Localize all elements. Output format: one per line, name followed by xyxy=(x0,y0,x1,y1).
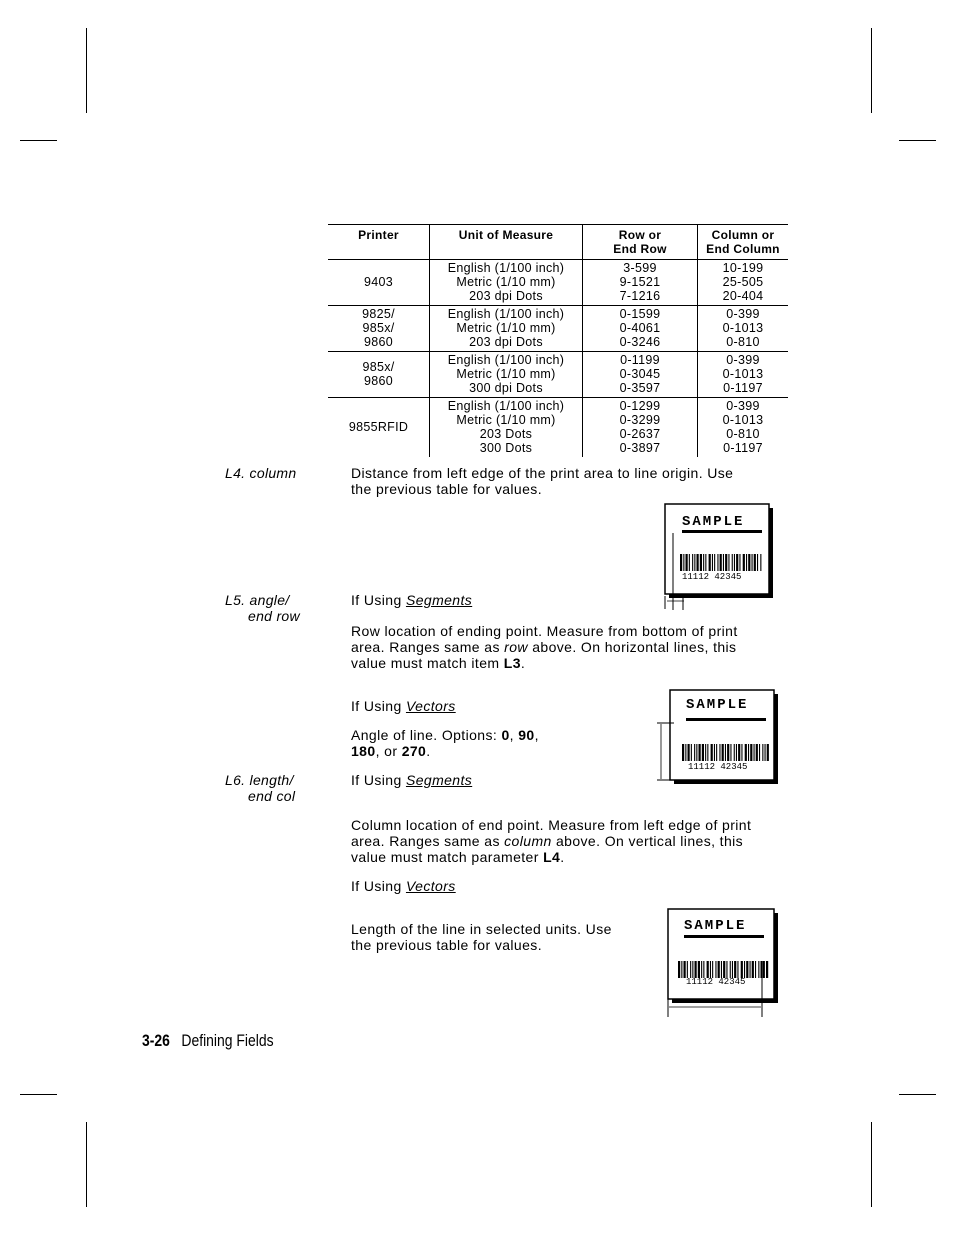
barcode-bar xyxy=(722,744,724,761)
l5-if-using-segments: If Using Segments xyxy=(351,592,473,608)
barcode-bar xyxy=(681,961,682,978)
barcode-bar xyxy=(687,961,688,978)
title-underline xyxy=(686,718,766,721)
sample-title: SAMPLE xyxy=(682,514,745,530)
barcode-bar xyxy=(727,744,729,761)
crop-mark xyxy=(871,1122,872,1207)
barcode-bar xyxy=(721,961,722,978)
barcode-bar xyxy=(761,961,762,978)
barcode-bar xyxy=(736,744,737,761)
l5-angle-options: Angle of line. Options: 0, 90, 180, or 270. xyxy=(351,727,539,759)
barcode-bar xyxy=(759,744,760,761)
barcode-bar xyxy=(697,554,699,571)
barcode-bar xyxy=(741,961,743,978)
sample-title: SAMPLE xyxy=(686,697,749,713)
cell-cols: 0-399 0-1013 0-1197 xyxy=(698,352,789,398)
barcode-bar xyxy=(714,554,715,571)
table-row xyxy=(328,398,788,458)
barcode-bar xyxy=(752,554,753,571)
barcode-bar xyxy=(744,961,745,978)
header-column-end-column: Column or End Column xyxy=(698,225,789,260)
barcode-bar xyxy=(732,961,733,978)
barcode-bar xyxy=(685,744,686,761)
barcode-bar xyxy=(683,554,684,571)
header-printer: Printer xyxy=(328,225,430,260)
barcode-bar xyxy=(692,961,693,978)
barcode-bar xyxy=(762,744,763,761)
barcode-bar xyxy=(718,961,720,978)
cell-cols: 10-199 25-505 20-404 xyxy=(698,260,789,306)
barcode-bar xyxy=(711,744,713,761)
barcode-bar xyxy=(766,961,768,978)
barcode-bar xyxy=(737,961,738,978)
cell-units: English (1/100 inch) Metric (1/10 mm) 203 Dots 300 Dots xyxy=(430,398,583,458)
barcode-bar xyxy=(750,744,752,761)
barcode-bar xyxy=(716,744,717,761)
barcode-bar xyxy=(691,744,692,761)
crop-mark xyxy=(86,28,87,113)
barcode-bar xyxy=(767,744,769,761)
barcode-bar xyxy=(725,554,727,571)
barcode-bar xyxy=(699,744,701,761)
barcode-bar xyxy=(719,744,720,761)
barcode xyxy=(682,744,769,761)
l5-segments-description: Row location of ending point. Measure from bottom of print area. Ranges same as row above. On horizontal lines, this value must match item L3. xyxy=(351,623,738,671)
cell-rows: 0-1599 0-4061 0-3246 xyxy=(583,306,698,352)
l4-label: L4. column xyxy=(225,465,297,481)
cell-rows: 0-1299 0-3299 0-2637 0-3897 xyxy=(583,398,698,458)
cell-rows: 3-599 9-1521 7-1216 xyxy=(583,260,698,306)
barcode-bar xyxy=(678,961,680,978)
cell-rows: 0-1199 0-3045 0-3597 xyxy=(583,352,698,398)
barcode-bar xyxy=(725,744,726,761)
barcode-bar xyxy=(734,744,735,761)
barcode-bar xyxy=(698,961,700,978)
l5-if-using-vectors: If Using Vectors xyxy=(351,698,456,714)
barcode-bar xyxy=(694,744,695,761)
barcode-bar xyxy=(754,744,755,761)
l6-length-description: Length of the line in selected units. Use the previous table for values. xyxy=(351,921,612,953)
barcode-bar xyxy=(695,961,697,978)
barcode-bar xyxy=(734,961,736,978)
barcode-bar xyxy=(684,961,686,978)
barcode-bar xyxy=(703,554,704,571)
barcode-bar xyxy=(688,744,690,761)
barcode-bar xyxy=(734,554,735,571)
crop-mark xyxy=(899,1094,936,1095)
barcode-bar xyxy=(748,554,750,571)
sample-label-length-illustration xyxy=(666,907,780,1019)
barcode-bar xyxy=(710,961,711,978)
barcode-bar xyxy=(703,961,704,978)
barcode-bar xyxy=(739,554,740,571)
barcode-bar xyxy=(741,744,742,761)
l6-segments-description: Column location of end point. Measure from left edge of print area. Ranges same as column above. On vertical lines, this value must match parameter L4. xyxy=(351,817,752,865)
l6-if-using-vectors: If Using Vectors xyxy=(351,878,456,894)
barcode-bar xyxy=(690,961,691,978)
header-row-end-row: Row or End Row xyxy=(583,225,698,260)
barcode-bar xyxy=(730,961,731,978)
barcode-bar xyxy=(686,554,688,571)
cell-printer: 9825/ 985x/ 9860 xyxy=(328,306,430,352)
crop-mark xyxy=(871,28,872,113)
barcode-bar xyxy=(757,554,758,571)
table-row xyxy=(328,260,788,306)
barcode-bar xyxy=(705,554,706,571)
table-row xyxy=(328,352,788,398)
barcode-bar xyxy=(732,554,733,571)
barcode-bar xyxy=(689,554,690,571)
barcode-bar xyxy=(748,744,749,761)
table-header-row xyxy=(328,225,788,260)
barcode-bar xyxy=(726,961,727,978)
barcode-bar xyxy=(682,744,684,761)
header-unit-of-measure: Unit of Measure xyxy=(430,225,583,260)
barcode-bar xyxy=(714,744,715,761)
barcode-bar xyxy=(707,961,709,978)
barcode-bar xyxy=(692,554,693,571)
barcode-bar xyxy=(755,961,756,978)
barcode-bar xyxy=(743,554,745,571)
barcode-bar xyxy=(736,554,738,571)
barcode-bar xyxy=(745,744,747,761)
barcode-bar xyxy=(712,961,713,978)
cell-units: English (1/100 inch) Metric (1/10 mm) 300 dpi Dots xyxy=(430,352,583,398)
cell-units: English (1/100 inch) Metric (1/10 mm) 203 dpi Dots xyxy=(430,306,583,352)
crop-mark xyxy=(899,140,936,141)
barcode-bar xyxy=(760,554,761,571)
barcode-digits: 11112 42345 xyxy=(682,572,742,582)
crop-mark xyxy=(20,1094,57,1095)
barcode-bar xyxy=(705,744,706,761)
barcode-bar xyxy=(702,744,704,761)
barcode-bar xyxy=(746,961,748,978)
barcode-bar xyxy=(746,554,747,571)
barcode-bar xyxy=(738,744,740,761)
cell-units: English (1/100 inch) Metric (1/10 mm) 203 dpi Dots xyxy=(430,260,583,306)
barcode-bar xyxy=(750,961,751,978)
barcode-bar xyxy=(701,961,702,978)
barcode-bar xyxy=(758,961,759,978)
barcode-bar xyxy=(763,961,765,978)
crop-mark xyxy=(86,1122,87,1207)
barcode-bar xyxy=(700,554,702,571)
l6-if-using-segments: If Using Segments xyxy=(351,772,473,788)
range-table xyxy=(328,224,788,457)
l5-label: L5. angle/ end row xyxy=(225,592,300,624)
table-row xyxy=(328,306,788,352)
l4-description: Distance from left edge of the print area to line origin. Use the previous table for values. xyxy=(351,465,734,497)
chapter-title: Defining Fields xyxy=(181,1031,274,1050)
barcode-bar xyxy=(712,554,713,571)
cell-printer: 9403 xyxy=(328,260,430,306)
barcode-bar xyxy=(696,744,697,761)
barcode-bar xyxy=(756,744,758,761)
sample-label-column-illustration xyxy=(664,503,776,613)
barcode-bar xyxy=(709,554,711,571)
barcode-bar xyxy=(717,554,718,571)
barcode-digits: 11112 42345 xyxy=(688,762,748,772)
cell-cols: 0-399 0-1013 0-810 0-1197 xyxy=(698,398,789,458)
page-footer xyxy=(142,1031,274,1051)
barcode-bar xyxy=(694,554,695,571)
barcode-bar xyxy=(754,554,756,571)
barcode-bar xyxy=(728,554,729,571)
barcode-bar xyxy=(730,744,731,761)
cell-printer: 985x/ 9860 xyxy=(328,352,430,398)
barcode-bar xyxy=(723,554,724,571)
page-number: 3-26 xyxy=(142,1031,170,1050)
title-underline xyxy=(682,530,762,533)
barcode-bar xyxy=(765,744,766,761)
title-underline xyxy=(684,935,764,938)
barcode-bar xyxy=(707,744,708,761)
barcode-digits: 11112 42345 xyxy=(686,977,746,987)
barcode xyxy=(680,554,761,571)
crop-mark xyxy=(20,140,57,141)
cell-printer: 9855RFID xyxy=(348,420,409,434)
l6-label: L6. length/ end col xyxy=(225,772,296,804)
sample-label-end-row-illustration xyxy=(656,689,780,787)
barcode-bar xyxy=(680,554,682,571)
barcode-bar xyxy=(723,961,725,978)
cell-cols: 0-399 0-1013 0-810 xyxy=(698,306,789,352)
barcode-bar xyxy=(720,554,722,571)
barcode-bar xyxy=(715,961,716,978)
sample-title: SAMPLE xyxy=(684,918,747,934)
barcode-bar xyxy=(752,961,754,978)
